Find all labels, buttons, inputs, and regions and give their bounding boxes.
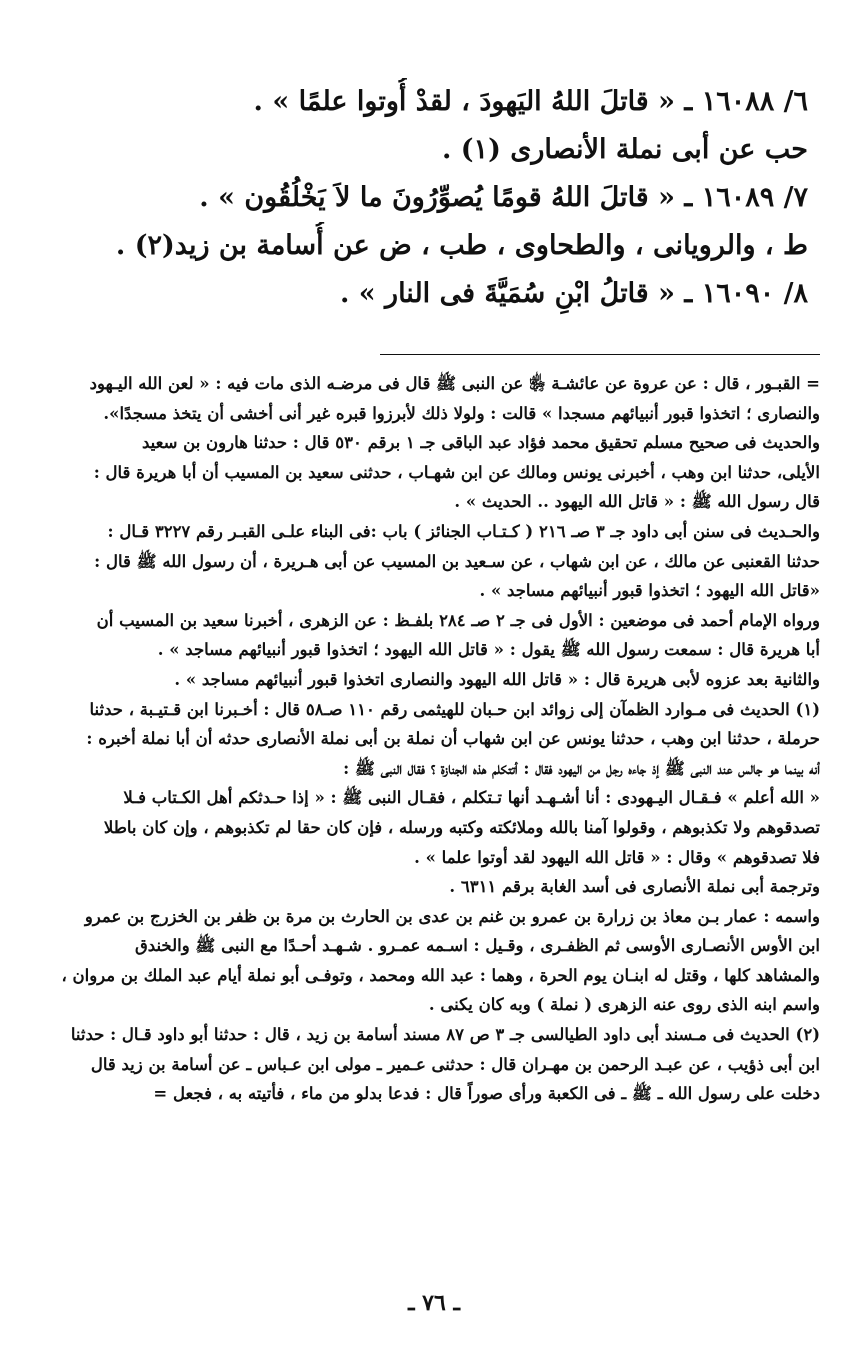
footnote-line: « الله أعلم » فـقـال اليـهودى : أنا أشـهـد أنها تـتكلم ، فقـال النبى ﷺ : « إذا حـدثكم أهل الكـتاب فـلا: [123, 788, 820, 808]
footnote-1-start: (١) الحديث فى مـوارد الظمآن إلى زوائد ابن حـبان للهيثمى رقم ١١٠ صـ٥٨ قال : أخـبرنا ابن قـتيـبة ، حدثنا: [89, 699, 820, 719]
footnote-line: دخلت على رسول الله ـ ﷺ ـ فى الكعبة ورأى صوراً قال : فدعا بدلو من ماء ، فأتيته به ، فجعل =: [153, 1084, 820, 1104]
footnotes: [42, 369, 820, 1109]
hadith-line: ٨/ ١٦٠٩٠ ـ « قاتلُ ابْنِ سُمَيَّةَ فى النار » .: [339, 278, 808, 309]
footnote-line: والحـديث فى سنن أبى داود جـ ٣ صـ ٢١٦ ( كـتـاب الجنائز ) باب :فى البناء علـى القبـر رقم ٣٢٢٧ قـال :: [107, 521, 820, 541]
hadith-line: ٦/ ١٦٠٨٨ ـ « قاتلَ اللهُ اليَهودَ ، لقدْ أُوتوا علمًا » .: [253, 86, 808, 117]
footnote-line: حرملة ، حدثنا ابن وهب ، حدثنا يونس عن ابن شهاب أن نملة بن أبى نملة الأنصارى حدثه أن أبا نملة أخبره :: [86, 729, 820, 749]
hadith-line: ٧/ ١٦٠٨٩ ـ « قاتلَ اللهُ قومًا يُصوِّرُونَ ما لاَ يَخْلُقُون » .: [199, 182, 808, 213]
footnote-line: أنه بينما هو جالس عند النبى ﷺ إذ جاءه رجل من اليهود فقال : أتتكلم هذه الجنازة ؟ فقال النبى ﷺ :: [343, 758, 820, 778]
footnote-line: أبا هريرة قال : سمعت رسول الله ﷺ يقول : « قاتل الله اليهود ؛ اتخذوا قبور أنبيائهم مساجد » .: [157, 640, 820, 660]
main-text: [42, 78, 808, 318]
footnote-line: والنصارى ؛ اتخذوا قبور أنبيائهم مسجدا » قالت : ولولا ذلك لأبرزوا قبره غير أنى أخشى أن يتخذ مسجدًا».: [103, 403, 820, 423]
footnote-line: واسمه : عمار بـن معاذ بن زرارة بن عمرو بن غنم بن عدى بن الحارث بن مرة بن ظفر بن الخزرج بن عمرو: [84, 906, 820, 926]
footnote-line: «قاتل الله اليهود ؛ اتخذوا قبور أنبيائهم مساجد » .: [479, 581, 820, 601]
footnote-line: الأيلى، حدثنا ابن وهب ، أخبرنى يونس ومالك عن ابن شهـاب ، حدثنى سعيد بن المسيب أن أبا هريرة قال :: [93, 462, 820, 482]
footnote-line: = القبـور ، قال : عن عروة عن عائشـة ﵂ عن النبى ﷺ قال فى مرضـه الذى مات فيه : « لعن الله اليـهود: [89, 374, 820, 393]
footnote-line: قال رسول الله ﷺ : « قاتل الله اليهود .. الحديث » .: [454, 492, 820, 512]
footnote-line: والمشاهد كلها ، وقتل له ابنـان يوم الحرة ، وهما : عبد الله ومحمد ، وتوفـى أبو نملة أيام عبد الملك بن مروان ،: [61, 965, 820, 985]
footnote-line: ورواه الإمام أحمد فى موضعين : الأول فى جـ ٢ صـ ٢٨٤ بلفـظ : عن الزهرى ، أخبرنا سعيد بن المسيب أن: [96, 610, 820, 630]
source-line: حب عن أبى نملة الأنصارى (١) .: [441, 134, 808, 165]
page-number: ـ ٧٦ ـ: [408, 1290, 460, 1316]
footnote-divider: [380, 354, 820, 355]
footnote-line: تصدقوهم ولا تكذبوهم ، وقولوا آمنا بالله وملائكته وكتبه ورسله ، فإن كان حقا لم تكذبوهم ، وإن كان باطلا: [103, 817, 820, 837]
footnote-line: والثانية بعد عزوه لأبى هريرة قال : « قاتل الله اليهود والنصارى اتخذوا قبور أنبيائهم مساجد » .: [174, 669, 820, 689]
footnote-line: واسم ابنه الذى روى عنه الزهرى ( نملة ) وبه كان يكنى .: [428, 995, 820, 1015]
footnote-line: وترجمة أبى نملة الأنصارى فى أسد الغابة برقم ٦٣١١ .: [449, 877, 820, 897]
footnote-line: حدثنا القعنبى عن مالك ، عن ابن شهاب ، عن سـعيد بن المسيب عن أبى هـريرة ، أن رسول الله ﷺ قال :: [94, 551, 820, 571]
source-line: ط ، والرويانى ، والطحاوى ، طب ، ض عن أُسامة بن زيد(٢) .: [115, 230, 808, 261]
footnote-2-start: (٢) الحديث فى مـسند أبى داود الطيالسى جـ ٣ ص ٨٧ مسند أسامة بن زيد ، قال : حدثنا أبو داود قـال : حدثنا: [70, 1025, 820, 1045]
footnote-line: فلا تصدقوهم » وقال : « قاتل الله اليهود لقد أوتوا علما » .: [414, 847, 820, 867]
footnote-line: ابن أبى ذؤيب ، عن عبـد الرحمن بن مهـران قال : حدثنى عـمير ـ مولى ابن عـباس ـ عن أسامة بن زيد قال: [90, 1054, 820, 1074]
footnote-line: ابن الأوس الأنصـارى الأوسى ثم الظفـرى ، وقـيل : اسـمه عمـرو . شـهـد أحـدًا مع النبى ﷺ والخندق: [134, 936, 820, 956]
footnote-line: والحديث فى صحيح مسلم تحقيق محمد فؤاد عبد الباقى جـ ١ برقم ٥٣٠ قال : حدثنا هارون بن سعيد: [141, 433, 820, 453]
